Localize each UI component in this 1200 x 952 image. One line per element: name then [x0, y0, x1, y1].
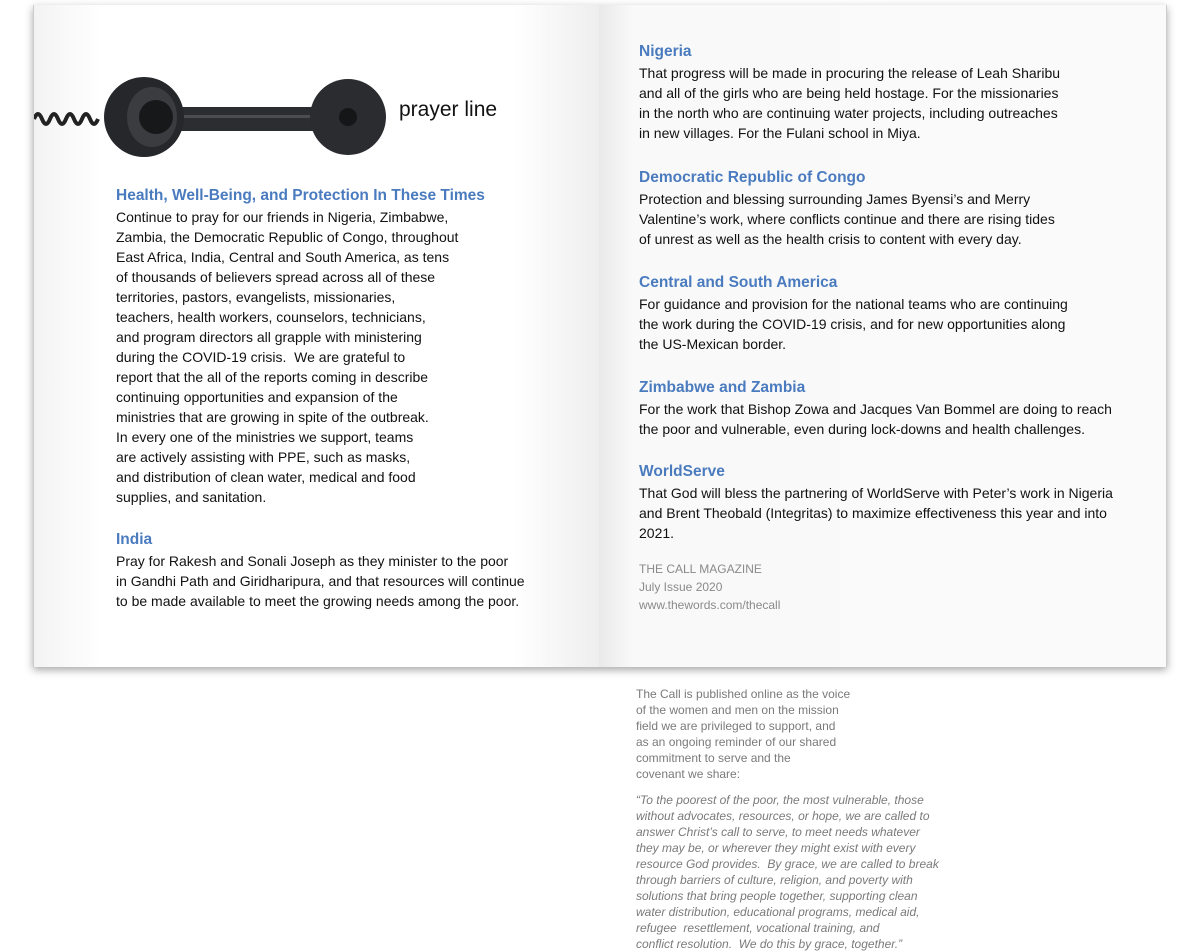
section-heading: Democratic Republic of Congo	[639, 169, 866, 186]
section-health	[116, 186, 485, 507]
section-worldserve	[639, 462, 1113, 543]
section-body: Pray for Rakesh and Sonali Joseph as they minister to the poor in Gandhi Path and Giridharipura, and that resources will continue to be made available to meet the growing needs among the poor.	[116, 553, 525, 609]
section-body: For the work that Bishop Zowa and Jacques Van Bommel are doing to reach the poor and vulnerable, even during lock-downs and health challenges.	[639, 401, 1112, 437]
section-heading: Health, Well-Being, and Protection In These Times	[116, 187, 485, 204]
section-heading: Central and South America	[639, 274, 838, 291]
section-nigeria	[639, 42, 1060, 143]
magazine-spread	[33, 5, 1167, 667]
section-heading: Nigeria	[639, 43, 692, 60]
section-drc	[639, 168, 1055, 249]
about-the-call	[636, 686, 939, 952]
section-central-south-america	[639, 273, 1068, 354]
section-body: That progress will be made in procuring the release of Leah Sharibu and all of the girls who are being held hostage. For the missionaries in the north who are continuing water projects, including outreaches in new villages. For the Fulani school in Miya.	[639, 65, 1061, 141]
section-india	[116, 530, 525, 611]
section-body: For guidance and provision for the national teams who are continuing the work during the COVID-19 crisis, and for new opportunities along the US-Mexican border.	[639, 296, 1068, 352]
section-heading: India	[116, 531, 153, 548]
magazine-credit: THE CALL MAGAZINE July Issue 2020 www.thewords.com/thecall	[639, 562, 781, 612]
section-body: That God will bless the partnering of WorldServe with Peter’s work in Nigeria and Brent Theobald (Integritas) to maximize effectiveness this year and into 2021.	[639, 485, 1113, 541]
about-intro: The Call is published online as the voice of the women and men on the mission field we are privileged to support, and as an ongoing reminder of our shared commitment to serve and the covenant we share:	[636, 687, 851, 781]
section-body: Continue to pray for our friends in Nigeria, Zimbabwe, Zambia, the Democratic Republic of Congo, throughout East Africa, India, Central and South America, as tens of thousands of believers spread across all of these territories, pastors, evangelists, missionaries, teachers, health workers, counselors, technicians, and program directors all grapple with ministering during the COVID-19 crisis. We are grateful to report that the all of the reports coming in describe continuing opportunities and expansion of the ministries that are growing in spite of the outbreak. In every one of the ministries we support, teams are actively assisting with PPE, such as masks, and distribution of clean water, medical and food supplies, and sanitation.	[116, 209, 459, 505]
telephone-handset-image	[34, 77, 394, 167]
section-body: Protection and blessing surrounding James Byensi’s and Merry Valentine’s work, where conflicts continue and there are rising tides of unrest as well as the health crisis to content with every day.	[639, 191, 1055, 247]
about-quote: “To the poorest of the poor, the most vulnerable, those without advocates, resources, or hope, we are called to answer Christ’s call to serve, to meet needs whatever they may be, or wherever they might exist with every resource God provides. By grace, we are called to break through barriers of culture, religion, and poverty with solutions that bring people together, supporting clean water distribution, educational programs, medical aid, refugee resettlement, vocational training, and conflict resolution. We do this by grace, together.”	[636, 793, 939, 951]
left-page	[34, 5, 599, 667]
page-title: prayer line	[399, 98, 498, 121]
section-heading: Zimbabwe and Zambia	[639, 379, 806, 396]
section-heading: WorldServe	[639, 463, 725, 480]
section-zimbabwe-zambia	[639, 378, 1112, 439]
